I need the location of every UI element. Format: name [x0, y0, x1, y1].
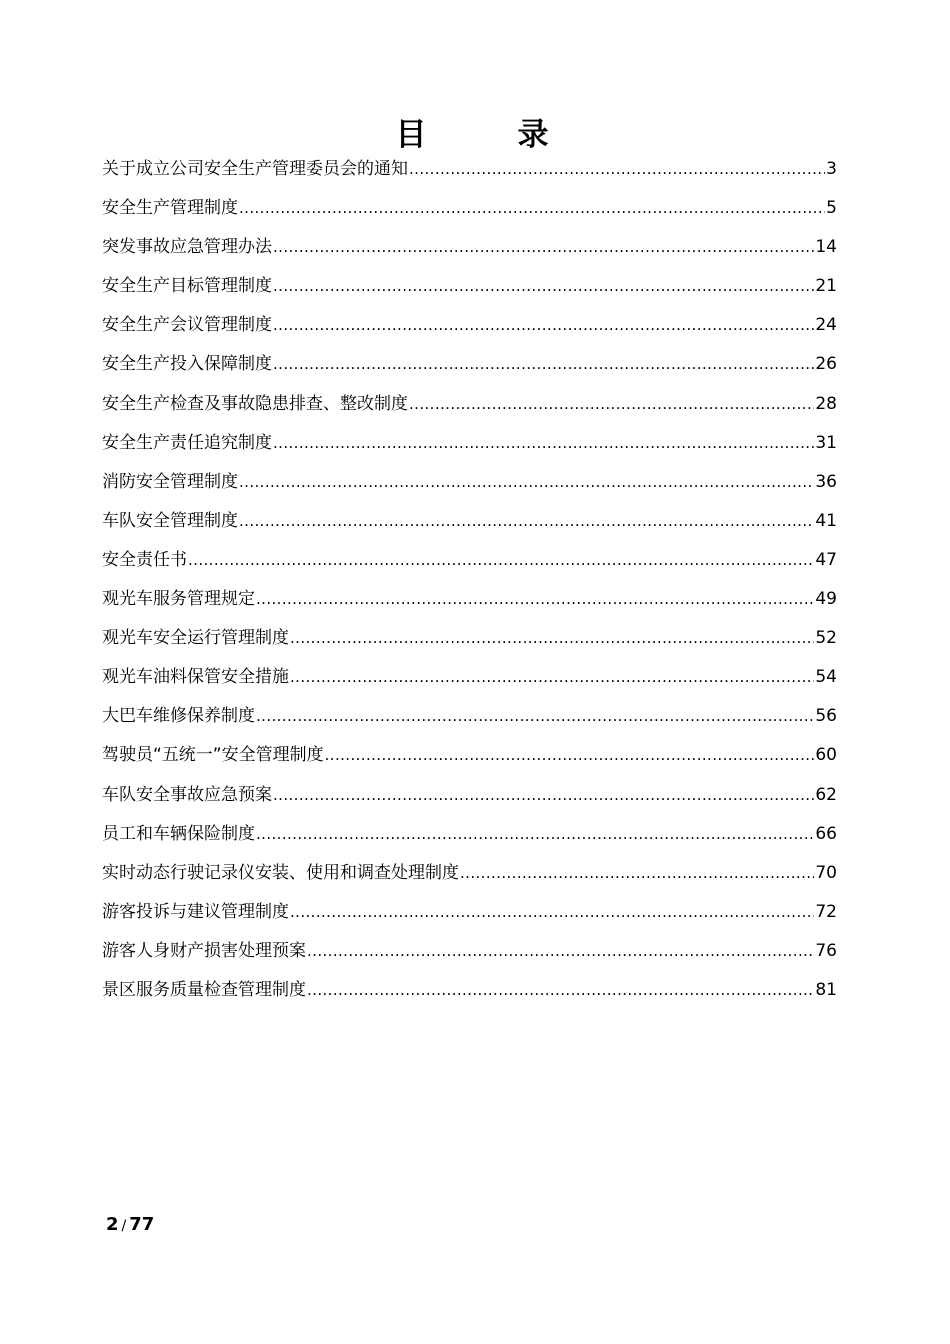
toc-dot-leader	[273, 424, 814, 463]
toc-entry-title: 安全生产会议管理制度	[102, 315, 272, 336]
toc-entry-page-number: 52	[815, 628, 837, 649]
toc-entry-title: 安全责任书	[102, 549, 187, 570]
toc-entry-title: 观光车油料保管安全措施	[102, 667, 289, 688]
toc-entry-title: 观光车安全运行管理制度	[102, 628, 289, 649]
toc-entry[interactable]	[102, 854, 837, 893]
toc-entry-page-number: 28	[815, 393, 837, 414]
toc-entry[interactable]	[102, 424, 837, 463]
toc-dot-leader	[188, 541, 814, 580]
total-page-count: 77	[129, 1214, 155, 1235]
toc-dot-leader	[290, 893, 814, 932]
toc-entry[interactable]	[102, 971, 837, 1010]
toc-list	[102, 150, 837, 1010]
toc-entry-title: 游客投诉与建议管理制度	[102, 901, 289, 922]
toc-entry[interactable]	[102, 736, 837, 775]
toc-dot-leader	[307, 932, 814, 971]
toc-entry-page-number: 66	[815, 823, 837, 844]
toc-dot-leader	[460, 854, 814, 893]
toc-entry[interactable]	[102, 345, 837, 384]
toc-entry-page-number: 54	[815, 667, 837, 688]
toc-dot-leader	[256, 697, 814, 736]
toc-entry[interactable]	[102, 228, 837, 267]
toc-entry-page-number: 24	[815, 315, 837, 336]
toc-entry-title: 实时动态行驶记录仪安装、使用和调查处理制度	[102, 862, 459, 883]
toc-entry[interactable]	[102, 541, 837, 580]
toc-entry[interactable]	[102, 776, 837, 815]
toc-entry-page-number: 56	[815, 706, 837, 727]
toc-entry-title: 游客人身财产损害处理预案	[102, 940, 306, 961]
toc-entry-title: 突发事故应急管理办法	[102, 237, 272, 258]
toc-entry-title: 关于成立公司安全生产管理委员会的通知	[102, 159, 408, 179]
toc-entry-page-number: 47	[815, 549, 837, 570]
toc-entry-page-number: 60	[815, 745, 837, 766]
toc-entry-title: 驾驶员“五统一”安全管理制度	[102, 745, 324, 766]
toc-dot-leader	[273, 345, 814, 384]
toc-entry-page-number: 21	[815, 276, 837, 297]
toc-dot-leader	[290, 619, 814, 658]
toc-entry-title: 大巴车维修保养制度	[102, 706, 255, 727]
toc-entry[interactable]	[102, 893, 837, 932]
toc-entry-title: 车队安全事故应急预案	[102, 784, 272, 805]
toc-dot-leader	[239, 189, 825, 228]
toc-entry-page-number: 41	[815, 510, 837, 531]
toc-title: 目 录	[395, 117, 579, 153]
toc-entry-page-number: 81	[815, 979, 837, 1000]
toc-entry-page-number: 14	[815, 237, 837, 258]
toc-dot-leader	[239, 463, 814, 502]
toc-entry-title: 安全生产责任追究制度	[102, 432, 272, 453]
toc-entry-title: 景区服务质量检查管理制度	[102, 979, 306, 1000]
toc-entry-page-number: 31	[815, 432, 837, 453]
toc-entry-title: 安全生产管理制度	[102, 198, 238, 219]
toc-dot-leader	[409, 385, 814, 424]
toc-dot-leader	[325, 736, 815, 775]
page-number	[106, 1214, 154, 1235]
toc-entry[interactable]	[102, 580, 837, 619]
toc-dot-leader	[290, 658, 814, 697]
toc-dot-leader	[307, 971, 814, 1010]
toc-entry-title: 安全生产检查及事故隐患排查、整改制度	[102, 393, 408, 414]
toc-dot-leader	[273, 776, 814, 815]
toc-entry[interactable]	[102, 385, 837, 424]
toc-entry-title: 员工和车辆保险制度	[102, 823, 255, 844]
toc-entry-title: 车队安全管理制度	[102, 510, 238, 531]
toc-entry-title: 安全生产投入保障制度	[102, 354, 272, 375]
toc-entry-page-number: 36	[815, 471, 837, 492]
toc-dot-leader	[409, 150, 825, 189]
toc-entry-title: 安全生产目标管理制度	[102, 276, 272, 297]
toc-entry-title: 观光车服务管理规定	[102, 589, 255, 610]
toc-entry[interactable]	[102, 502, 837, 541]
toc-entry[interactable]	[102, 267, 837, 306]
toc-entry-page-number: 26	[815, 354, 837, 375]
toc-dot-leader	[256, 580, 814, 619]
toc-entry[interactable]	[102, 189, 837, 228]
page-separator: /	[121, 1218, 127, 1234]
toc-dot-leader	[273, 267, 814, 306]
toc-entry-page-number: 5	[826, 198, 837, 219]
toc-entry[interactable]	[102, 932, 837, 971]
toc-entry[interactable]	[102, 697, 837, 736]
toc-dot-leader	[256, 815, 814, 854]
toc-dot-leader	[273, 228, 814, 267]
toc-entry-page-number: 62	[815, 784, 837, 805]
toc-entry-title: 消防安全管理制度	[102, 471, 238, 492]
toc-entry-page-number: 76	[815, 940, 837, 961]
toc-entry[interactable]	[102, 306, 837, 345]
toc-dot-leader	[273, 306, 814, 345]
toc-dot-leader	[239, 502, 814, 541]
toc-entry[interactable]	[102, 658, 837, 697]
toc-entry-page-number: 49	[815, 589, 837, 610]
toc-entry[interactable]	[102, 463, 837, 502]
toc-entry-page-number: 3	[826, 159, 837, 179]
toc-entry[interactable]	[102, 150, 837, 189]
toc-entry[interactable]	[102, 619, 837, 658]
toc-entry-page-number: 72	[815, 901, 837, 922]
toc-entry-page-number: 70	[815, 862, 837, 883]
current-page-number: 2	[106, 1214, 119, 1235]
toc-entry[interactable]	[102, 815, 837, 854]
